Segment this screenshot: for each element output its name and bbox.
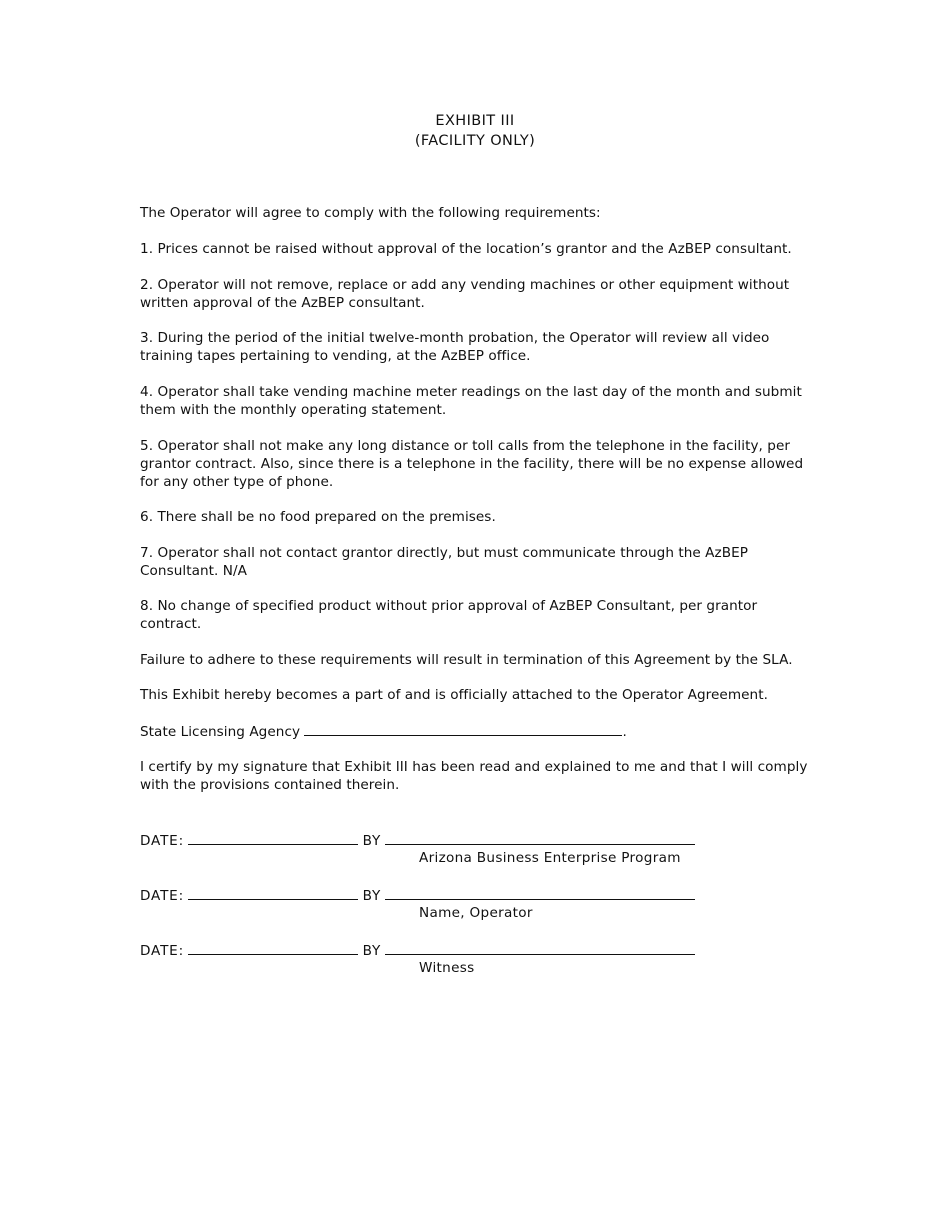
date-label: DATE: <box>140 888 184 904</box>
date-field[interactable] <box>188 941 358 955</box>
agency-label: State Licensing Agency <box>140 724 301 740</box>
signature-field[interactable] <box>385 941 695 955</box>
failure-statement: Failure to adhere to these requirements will result in termination of this Agreement by the SLA. <box>140 652 793 668</box>
date-field[interactable] <box>188 886 358 900</box>
signature-caption-operator: Name, Operator <box>419 905 533 921</box>
by-label: BY <box>362 888 382 904</box>
signature-field[interactable] <box>385 831 695 845</box>
requirement-4: 4. Operator shall take vending machine meter readings on the last day of the month and submit them with the monthly operating statement. <box>140 384 802 418</box>
requirement-6: 6. There shall be no food prepared on the premises. <box>140 509 496 525</box>
agency-line <box>140 722 810 741</box>
date-field[interactable] <box>188 831 358 845</box>
date-label: DATE: <box>140 833 184 849</box>
agency-suffix: . <box>622 724 627 740</box>
intro-paragraph: The Operator will agree to comply with the following requirements: <box>140 205 601 221</box>
requirement-8: 8. No change of specified product without prior approval of AzBEP Consultant, per grantor contract. <box>140 598 758 632</box>
requirement-7: 7. Operator shall not contact grantor directly, but must communicate through the AzBEP Consultant. N/A <box>140 545 748 579</box>
agency-signature-field[interactable] <box>304 722 622 736</box>
requirement-5: 5. Operator shall not make any long distance or toll calls from the telephone in the facility, per grantor contract. Also, since there is a telephone in the facility, there will be no expense allowed for any other type of phone. <box>140 438 804 490</box>
exhibit-subtitle: (FACILITY ONLY) <box>414 133 536 149</box>
certification-statement: I certify by my signature that Exhibit III has been read and explained to me and that I will comply with the provisions contained therein. <box>140 759 808 793</box>
requirement-3: 3. During the period of the initial twelve-month probation, the Operator will review all video training tapes pertaining to vending, at the AzBEP office. <box>140 330 770 364</box>
signature-row-1 <box>140 831 820 850</box>
signature-caption-witness: Witness <box>419 960 475 976</box>
signature-row-3 <box>140 941 820 960</box>
signature-caption-program: Arizona Business Enterprise Program <box>419 850 681 866</box>
attachment-statement: This Exhibit hereby becomes a part of and is officially attached to the Operator Agreement. <box>140 687 768 703</box>
signature-row-2 <box>140 886 820 905</box>
date-label: DATE: <box>140 943 184 959</box>
exhibit-title: EXHIBIT III <box>435 113 515 129</box>
requirement-1: 1. Prices cannot be raised without approval of the location’s grantor and the AzBEP consultant. <box>140 241 792 257</box>
by-label: BY <box>362 833 382 849</box>
requirement-2: 2. Operator will not remove, replace or add any vending machines or other equipment without written approval of the AzBEP consultant. <box>140 277 790 311</box>
signature-field[interactable] <box>385 886 695 900</box>
by-label: BY <box>362 943 382 959</box>
title-block <box>0 111 950 151</box>
